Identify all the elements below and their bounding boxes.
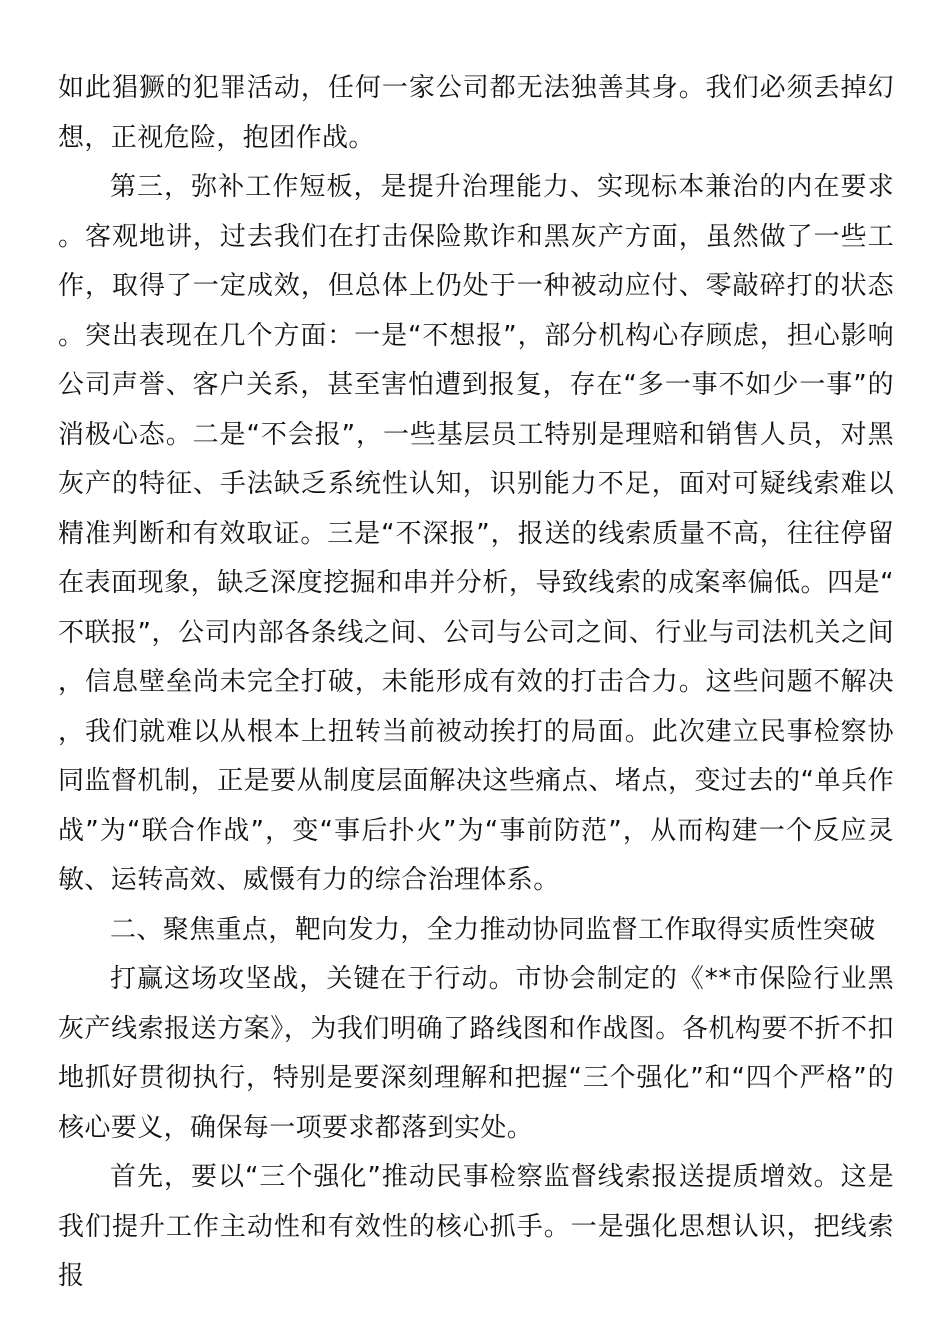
paragraph-three-strengthenings: 首先，要以“三个强化”推动民事检察监督线索报送提质增效。这是我们提升工作主动性和有效性的核心抓手。一是强化思想认识，把线索报 bbox=[58, 1162, 894, 1291]
paragraph-action-plan: 打赢这场攻坚战，关键在于行动。市协会制定的《**市保险行业黑灰产线索报送方案》，为我们明确了路线图和作战图。各机构要不折不扣地抓好贯彻执行，特别是要深刻理解和把握“三个强化”和“四个严格”的核心要义，确保每一项要求都落到实处。 bbox=[58, 964, 894, 1143]
paragraph-continuation: 如此猖獗的犯罪活动，任何一家公司都无法独善其身。我们必须丢掉幻想，正视危险，抱团作战。 bbox=[58, 73, 894, 153]
section-heading-two: 二、聚焦重点，靶向发力，全力推动协同监督工作取得实质性突破 bbox=[110, 914, 876, 945]
document-body bbox=[58, 64, 894, 1302]
paragraph-third-point: 第三，弥补工作短板，是提升治理能力、实现标本兼治的内在要求。客观地讲，过去我们在打击保险欺诈和黑灰产方面，虽然做了一些工作，取得了一定成效，但总体上仍处于一种被动应付、零敲碎打的状态。突出表现在几个方面：一是“不想报”，部分机构心存顾虑，担心影响公司声誉、客户关系，甚至害怕遭到报复，存在“多一事不如少一事”的消极心态。二是“不会报”，一些基层员工特别是理赔和销售人员，对黑灰产的特征、手法缺乏系统性认知，识别能力不足，面对可疑线索难以精准判断和有效取证。三是“不深报”，报送的线索质量不高，往往停留在表面现象，缺乏深度挖掘和串并分析，导致线索的成案率偏低。四是“不联报”，公司内部各条线之间、公司与公司之间、行业与司法机关之间，信息壁垒尚未完全打破，未能形成有效的打击合力。这些问题不解决，我们就难以从根本上扭转当前被动挨打的局面。此次建立民事检察协同监督机制，正是要从制度层面解决这些痛点、堵点，变过去的“单兵作战”为“联合作战”，变“事后扑火”为“事前防范”，从而构建一个反应灵敏、运转高效、威慑有力的综合治理体系。 bbox=[58, 172, 894, 895]
